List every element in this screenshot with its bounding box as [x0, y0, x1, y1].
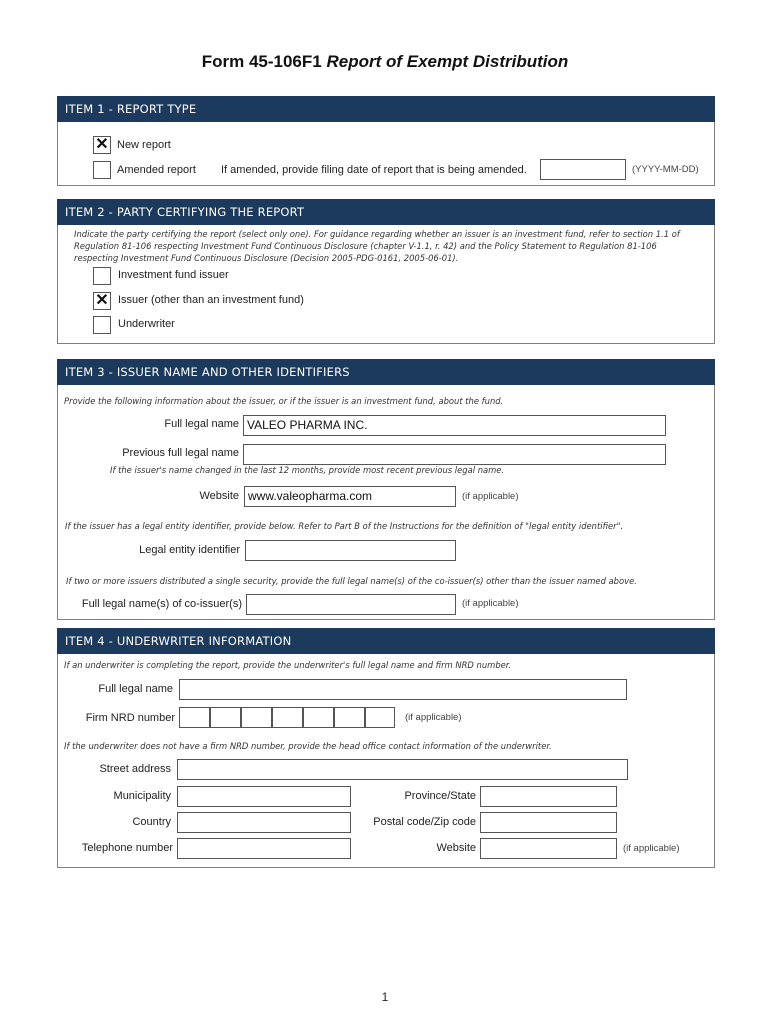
issuer-checkbox[interactable]: ✕: [93, 292, 111, 310]
nrd-digit-box[interactable]: [365, 707, 395, 728]
uw-website-if-applicable: (if applicable): [623, 843, 680, 854]
postal-code-label: Postal code/Zip code: [373, 816, 476, 828]
coissuer-if-applicable: (if applicable): [462, 598, 519, 609]
item4-header: ITEM 4 - UNDERWRITER INFORMATION: [57, 628, 715, 654]
issuer-full-legal-name-input[interactable]: VALEO PHARMA INC.: [243, 415, 666, 436]
nrd-digit-box[interactable]: [272, 707, 303, 728]
province-input[interactable]: [480, 786, 617, 807]
municipality-label: Municipality: [113, 790, 171, 802]
issuer-full-legal-name-label: Full legal name: [164, 418, 239, 430]
website-input[interactable]: www.valeopharma.com: [244, 486, 456, 507]
nrd-label: Firm NRD number: [85, 712, 175, 724]
title-main: Form 45-106F1: [201, 52, 327, 71]
lei-note: If the issuer has a legal entity identifier, provide below. Refer to Part B of the Instructions for the definition of "legal entity identifier".: [65, 521, 624, 531]
country-input[interactable]: [177, 812, 351, 833]
nrd-digit-box[interactable]: [334, 707, 365, 728]
issuer-label: Issuer (other than an investment fund): [118, 294, 304, 306]
item3-instructions: Provide the following information about the issuer, or if the issuer is an investment fund, about the fund.: [64, 396, 504, 406]
nrd-digit-box[interactable]: [210, 707, 241, 728]
street-address-label: Street address: [99, 763, 171, 775]
item3-header: ITEM 3 - ISSUER NAME AND OTHER IDENTIFIERS: [57, 359, 715, 385]
municipality-input[interactable]: [177, 786, 351, 807]
previous-name-note: If the issuer's name changed in the last 12 months, provide most recent previous legal name.: [110, 465, 505, 475]
coissuer-note: If two or more issuers distributed a single security, provide the full legal name(s) of the co-issuer(s) other than the issuer named above.: [66, 576, 637, 586]
amended-report-label: Amended report: [117, 164, 196, 176]
new-report-checkbox[interactable]: ✕: [93, 136, 111, 154]
item1-header: ITEM 1 - REPORT TYPE: [57, 96, 715, 122]
coissuer-input[interactable]: [246, 594, 456, 615]
telephone-label: Telephone number: [81, 842, 173, 854]
investment-fund-label: Investment fund issuer: [118, 269, 229, 281]
no-nrd-note: If the underwriter does not have a firm NRD number, provide the head office contact information of the underwriter.: [64, 741, 552, 751]
nrd-digit-box[interactable]: [179, 707, 210, 728]
new-report-label: New report: [117, 139, 171, 151]
nrd-input-group: [179, 707, 395, 728]
uw-website-label: Website: [436, 842, 476, 854]
province-label: Province/State: [404, 790, 476, 802]
nrd-digit-box[interactable]: [241, 707, 272, 728]
street-address-input[interactable]: [177, 759, 628, 780]
item2-header: ITEM 2 - PARTY CERTIFYING THE REPORT: [57, 199, 715, 225]
uw-full-legal-name-input[interactable]: [179, 679, 627, 700]
lei-label: Legal entity identifier: [139, 544, 240, 556]
uw-website-input[interactable]: [480, 838, 617, 859]
date-format-hint: (YYYY-MM-DD): [632, 164, 699, 175]
item2-instructions: Indicate the party certifying the report (select only one). For guidance regarding whether an issuer is an investment fund, refer to section 1.1 of Regulation 81-106 respecting Investment Fund Continuous Disclosure (chapter V-1.1, r. 42) and the Policy Statement to Regulation 81-106 respecting Investment Fund Continuous Disclosure (Decision 2005-PDG-0161, 2005-06-01).: [74, 229, 680, 263]
underwriter-label: Underwriter: [118, 318, 175, 330]
website-if-applicable: (if applicable): [462, 491, 519, 502]
amended-date-text: If amended, provide filing date of report that is being amended.: [221, 164, 527, 176]
page-number: 1: [381, 990, 389, 1004]
lei-input[interactable]: [245, 540, 456, 561]
nrd-if-applicable: (if applicable): [405, 712, 462, 723]
country-label: Country: [132, 816, 171, 828]
previous-name-input[interactable]: [243, 444, 666, 465]
underwriter-checkbox[interactable]: [93, 316, 111, 334]
coissuer-label: Full legal name(s) of co-issuer(s): [81, 598, 242, 610]
nrd-digit-box[interactable]: [303, 707, 334, 728]
telephone-input[interactable]: [177, 838, 351, 859]
previous-name-label: Previous full legal name: [122, 447, 239, 459]
item4-instructions: If an underwriter is completing the report, provide the underwriter's full legal name and firm NRD number.: [64, 660, 512, 670]
uw-full-legal-name-label: Full legal name: [98, 683, 173, 695]
postal-code-input[interactable]: [480, 812, 617, 833]
amended-report-checkbox[interactable]: [93, 161, 111, 179]
investment-fund-checkbox[interactable]: [93, 267, 111, 285]
amended-date-input[interactable]: [540, 159, 626, 180]
page-title: [0, 52, 770, 72]
title-italic: Report of Exempt Distribution: [326, 52, 569, 71]
website-label: Website: [199, 490, 239, 502]
